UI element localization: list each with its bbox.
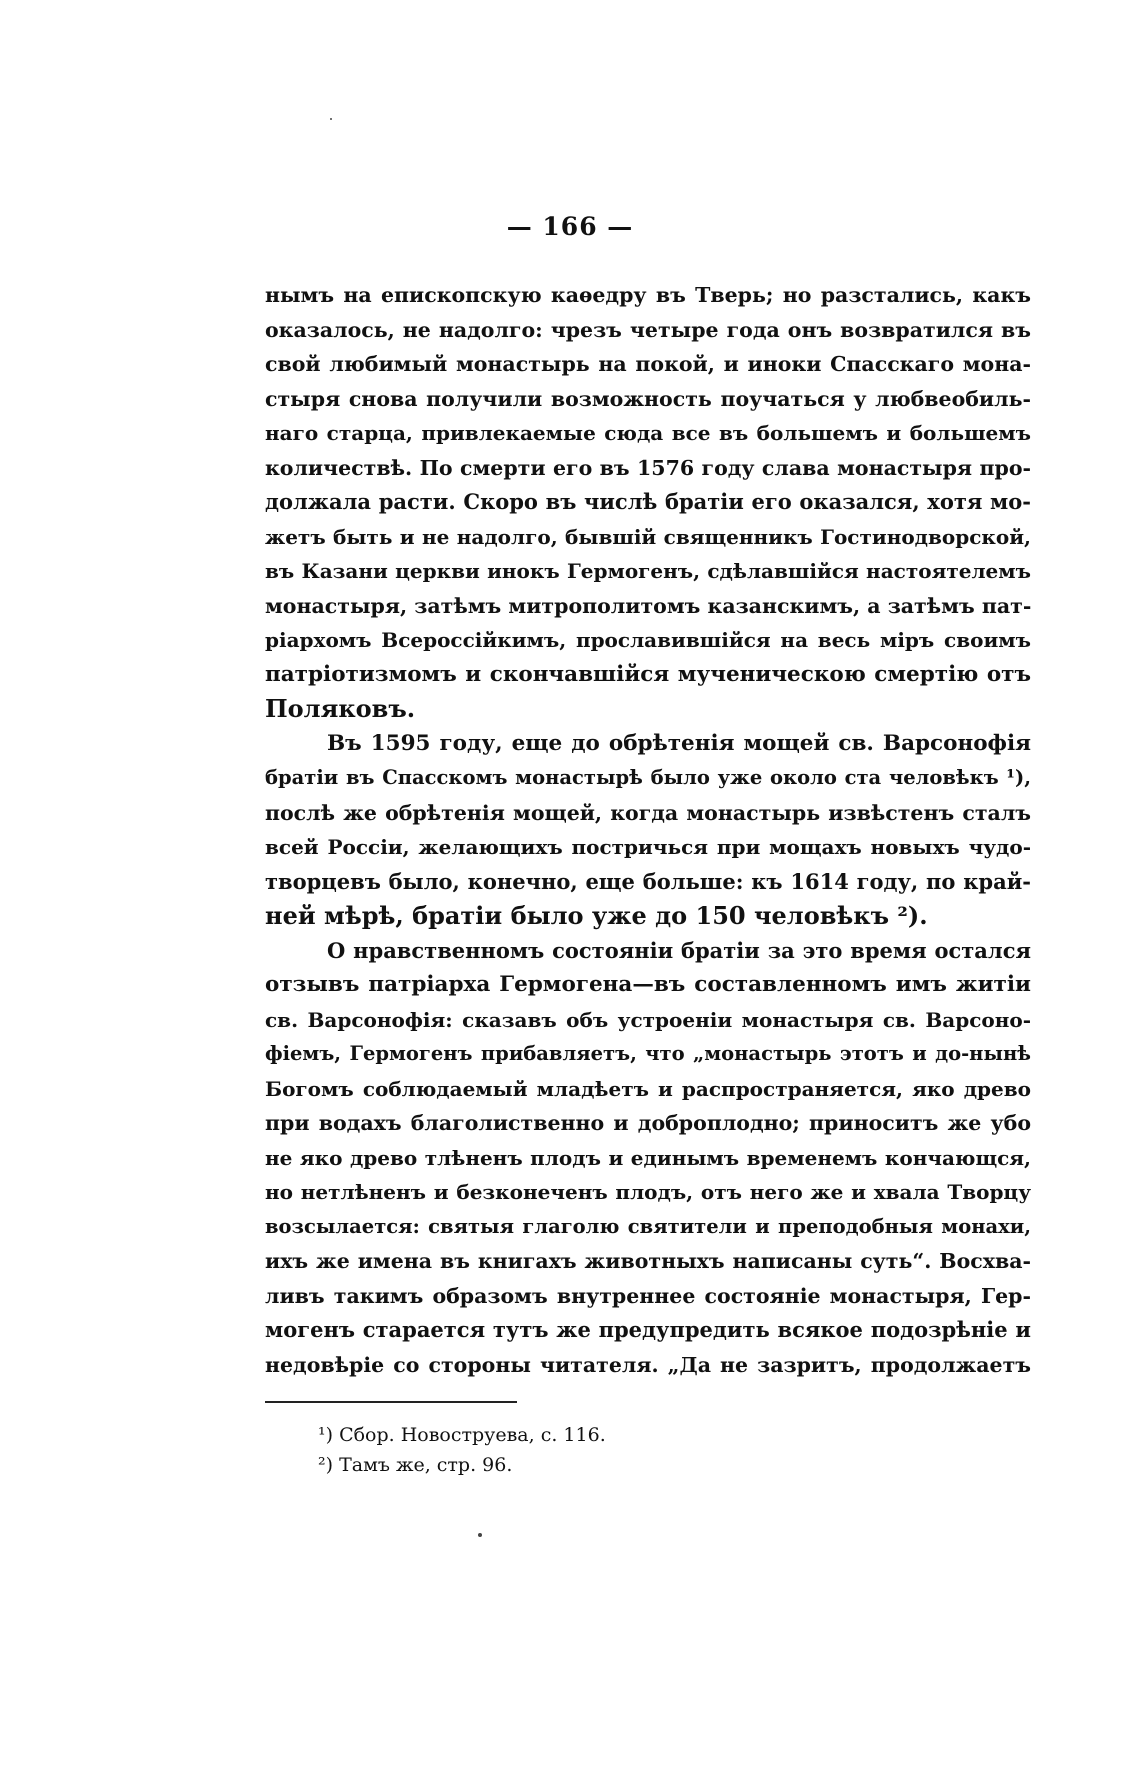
scan-speck <box>330 118 332 120</box>
text-line: ихъ же имена въ книгахъ животныхъ написаны суть“. Восхва- <box>265 1249 1031 1273</box>
text-line: оказалось, не надолго: чрезъ четыре года онъ возвратился въ <box>265 317 1031 342</box>
text-line: послѣ же обрѣтенія мощей, когда монастырь извѣстенъ сталъ <box>265 800 1031 825</box>
text-line: недовѣріе со стороны читателя. „Да не зазритъ, продолжаетъ <box>265 1352 1031 1377</box>
text-line: свой любимый монастырь на покой, и иноки Спасскаго мона- <box>265 352 1031 376</box>
footnote-2: ²) Тамъ же, стр. 96. <box>318 1454 513 1476</box>
text-line: творцевъ было, конечно, еще больше: къ 1614 году, по край- <box>265 868 1031 894</box>
text-line: возсылается: святыя глаголю святители и преподобныя монахи, <box>265 1214 1031 1238</box>
text-line: нымъ на епископскую каѳедру въ Тверь; но разстались, какъ <box>265 283 1031 307</box>
text-line: Въ 1595 году, еще до обрѣтенія мощей св. Варсонофія <box>327 730 1031 756</box>
scan-speck <box>478 1533 482 1537</box>
text-line: всей Россіи, желающихъ постричься при мощахъ новыхъ чудо- <box>265 835 1031 859</box>
text-line: братіи въ Спасскомъ монастырѣ было уже около ста человѣкъ ¹), <box>265 766 1031 789</box>
text-line: Поляковъ. <box>265 694 416 723</box>
text-line: Богомъ соблюдаемый младѣетъ и распространяется, яко древо <box>265 1076 1031 1101</box>
text-line: въ Казани церкви инокъ Гермогенъ, сдѣлавшійся настоятелемъ <box>265 559 1031 583</box>
body-text <box>265 278 1031 1382</box>
text-line: жетъ быть и не надолго, бывшій священникъ Гостинодворской, <box>265 524 1031 549</box>
text-line: при водахъ благолиственно и доброплодно; приноситъ же убо <box>265 1111 1031 1135</box>
footnotes <box>318 1420 606 1480</box>
text-line: но нетлѣненъ и безконеченъ плодъ, отъ него же и хвала Творцу <box>265 1180 1031 1204</box>
text-line: ріархомъ Всероссійкимъ, прославившійся на весь міръ своимъ <box>265 628 1031 652</box>
text-line: патріотизмомъ и скончавшійся мученическою смертію отъ <box>265 661 1031 687</box>
text-line: должала расти. Скоро въ числѣ братіи его оказался, хотя мо- <box>265 489 1031 514</box>
text-line: не яко древо тлѣненъ плодъ и единымъ временемъ кончающся, <box>265 1145 1031 1170</box>
text-line: отзывъ патріарха Гермогена—въ составленномъ имъ житіи <box>265 972 1031 997</box>
footnote-1: ¹) Сбор. Новоструева, с. 116. <box>318 1424 606 1446</box>
text-line: фіемъ, Гермогенъ прибавляетъ, что „монастырь этотъ и до-нынѣ <box>265 1042 1031 1065</box>
text-line: монастыря, затѣмъ митрополитомъ казанскимъ, а затѣмъ пат- <box>265 593 1031 618</box>
text-line: ливъ такимъ образомъ внутреннее состояніе монастыря, Гер- <box>265 1283 1031 1308</box>
text-line: стыря снова получили возможность поучаться у любвеобиль- <box>265 386 1031 411</box>
text-line: наго старца, привлекаемые сюда все въ большемъ и большемъ <box>265 421 1031 445</box>
page-number: — 166 — <box>506 212 634 241</box>
footnote-divider <box>265 1401 517 1403</box>
text-line: ней мѣрѣ, братіи было уже до 150 человѣкъ ²). <box>265 901 928 930</box>
text-line: могенъ старается тутъ же предупредить всякое подозрѣніе и <box>265 1317 1031 1342</box>
text-line: количествѣ. По смерти его въ 1576 году слава монастыря про- <box>265 455 1031 480</box>
text-line: св. Варсонофія: сказавъ объ устроеніи монастыря св. Варсоно- <box>265 1007 1031 1032</box>
text-line: О нравственномъ состояніи братіи за это время остался <box>327 937 1031 963</box>
